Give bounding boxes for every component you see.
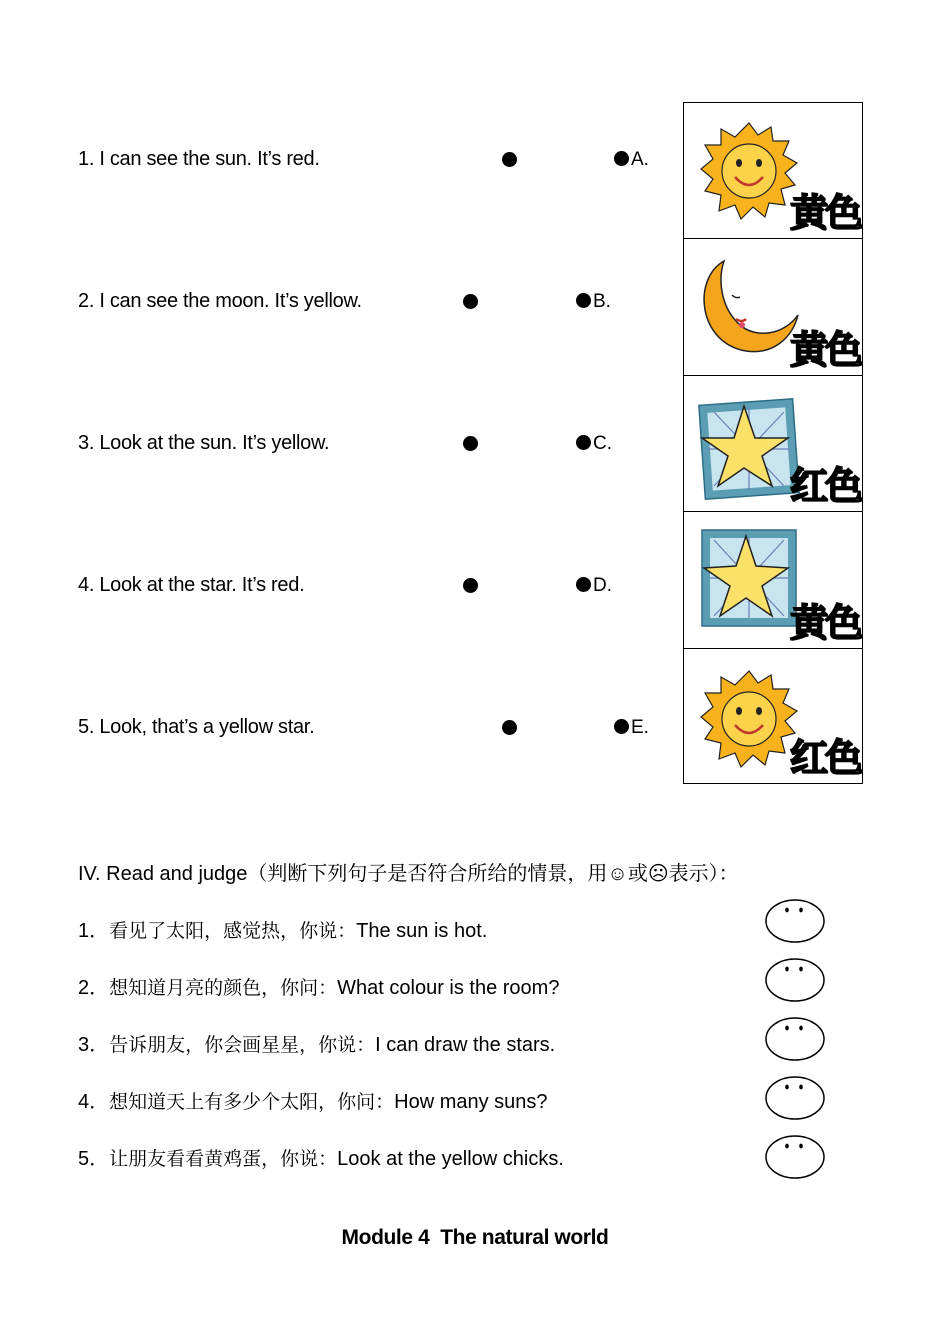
- option-e[interactable]: [614, 717, 649, 739]
- sentence-3: 3. Look at the sun. It’s yellow.: [78, 432, 330, 454]
- color-label-c: 红色: [789, 464, 860, 509]
- color-label-d: 黄色: [789, 600, 860, 645]
- match-dot-right-a[interactable]: [614, 151, 629, 166]
- color-label-b: 黄色: [789, 327, 860, 372]
- judge-num: 4．: [78, 1091, 110, 1113]
- judge-item-5: [78, 1142, 564, 1171]
- judge-context: 看见了太阳，感觉热，你说：: [109, 920, 357, 942]
- picture-cell-b: [684, 239, 862, 375]
- face-answer-icon-5[interactable]: [764, 1134, 826, 1180]
- judge-item-3: [78, 1028, 555, 1057]
- picture-table: [683, 102, 863, 784]
- match-dot-left-5[interactable]: [502, 720, 517, 735]
- option-b[interactable]: [576, 291, 611, 313]
- picture-cell-c: [684, 376, 862, 512]
- option-c[interactable]: [576, 433, 612, 455]
- judge-context: 想知道月亮的颜色，你问：: [109, 977, 338, 999]
- sentence-1: 1. I can see the sun. It’s red.: [78, 148, 320, 170]
- face-answer-icon-3[interactable]: [764, 1016, 826, 1062]
- judge-num: 2．: [78, 977, 110, 999]
- sentence-5: 5. Look, that’s a yellow star.: [78, 716, 315, 738]
- option-letter: C.: [593, 433, 612, 454]
- judge-sentence: The sun is hot.: [356, 920, 488, 942]
- picture-cell-a: [684, 103, 862, 239]
- match-dot-left-1[interactable]: [502, 152, 517, 167]
- match-dot-right-e[interactable]: [614, 719, 629, 734]
- judge-sentence: How many suns?: [394, 1091, 548, 1113]
- match-dot-right-d[interactable]: [576, 577, 591, 592]
- judge-item-2: [78, 971, 559, 1000]
- judge-sentence: Look at the yellow chicks.: [337, 1148, 564, 1170]
- judge-num: 1．: [78, 920, 110, 942]
- color-label-e: 红色: [789, 735, 860, 780]
- judge-num: 5．: [78, 1148, 110, 1170]
- option-letter: D.: [593, 575, 612, 596]
- judge-context: 让朋友看看黄鸡蛋，你说：: [109, 1148, 338, 1170]
- module-title: Module 4 The natural world: [341, 1226, 609, 1249]
- judge-item-1: [78, 914, 487, 943]
- judge-context: 想知道天上有多少个太阳，你问：: [109, 1091, 395, 1113]
- judge-context: 告诉朋友，你会画星星，你说：: [109, 1034, 376, 1056]
- sentence-2: 2. I can see the moon. It’s yellow.: [78, 290, 362, 312]
- picture-cell-d: [684, 512, 862, 648]
- match-dot-left-2[interactable]: [463, 294, 478, 309]
- judge-num: 3．: [78, 1034, 110, 1056]
- match-dot-right-c[interactable]: [576, 435, 591, 450]
- face-answer-icon-1[interactable]: [764, 898, 826, 944]
- judge-item-4: [78, 1085, 548, 1114]
- sentence-4: 4. Look at the star. It’s red.: [78, 574, 305, 596]
- option-letter: A.: [631, 149, 649, 170]
- judge-sentence: What colour is the room?: [337, 977, 560, 999]
- match-dot-left-3[interactable]: [463, 436, 478, 451]
- judge-sentence: I can draw the stars.: [375, 1034, 556, 1056]
- option-letter: B.: [593, 291, 611, 312]
- section-title-read-and-judge: IV. Read and judge（判断下列句子是否符合所给的情景，用☺或☹表示）：: [78, 863, 739, 885]
- option-letter: E.: [631, 717, 649, 738]
- color-label-a: 黄色: [789, 191, 860, 236]
- face-answer-icon-2[interactable]: [764, 957, 826, 1003]
- match-dot-right-b[interactable]: [576, 293, 591, 308]
- picture-cell-e: [684, 649, 862, 783]
- option-d[interactable]: [576, 575, 612, 597]
- match-dot-left-4[interactable]: [463, 578, 478, 593]
- face-answer-icon-4[interactable]: [764, 1075, 826, 1121]
- option-a[interactable]: [614, 149, 649, 171]
